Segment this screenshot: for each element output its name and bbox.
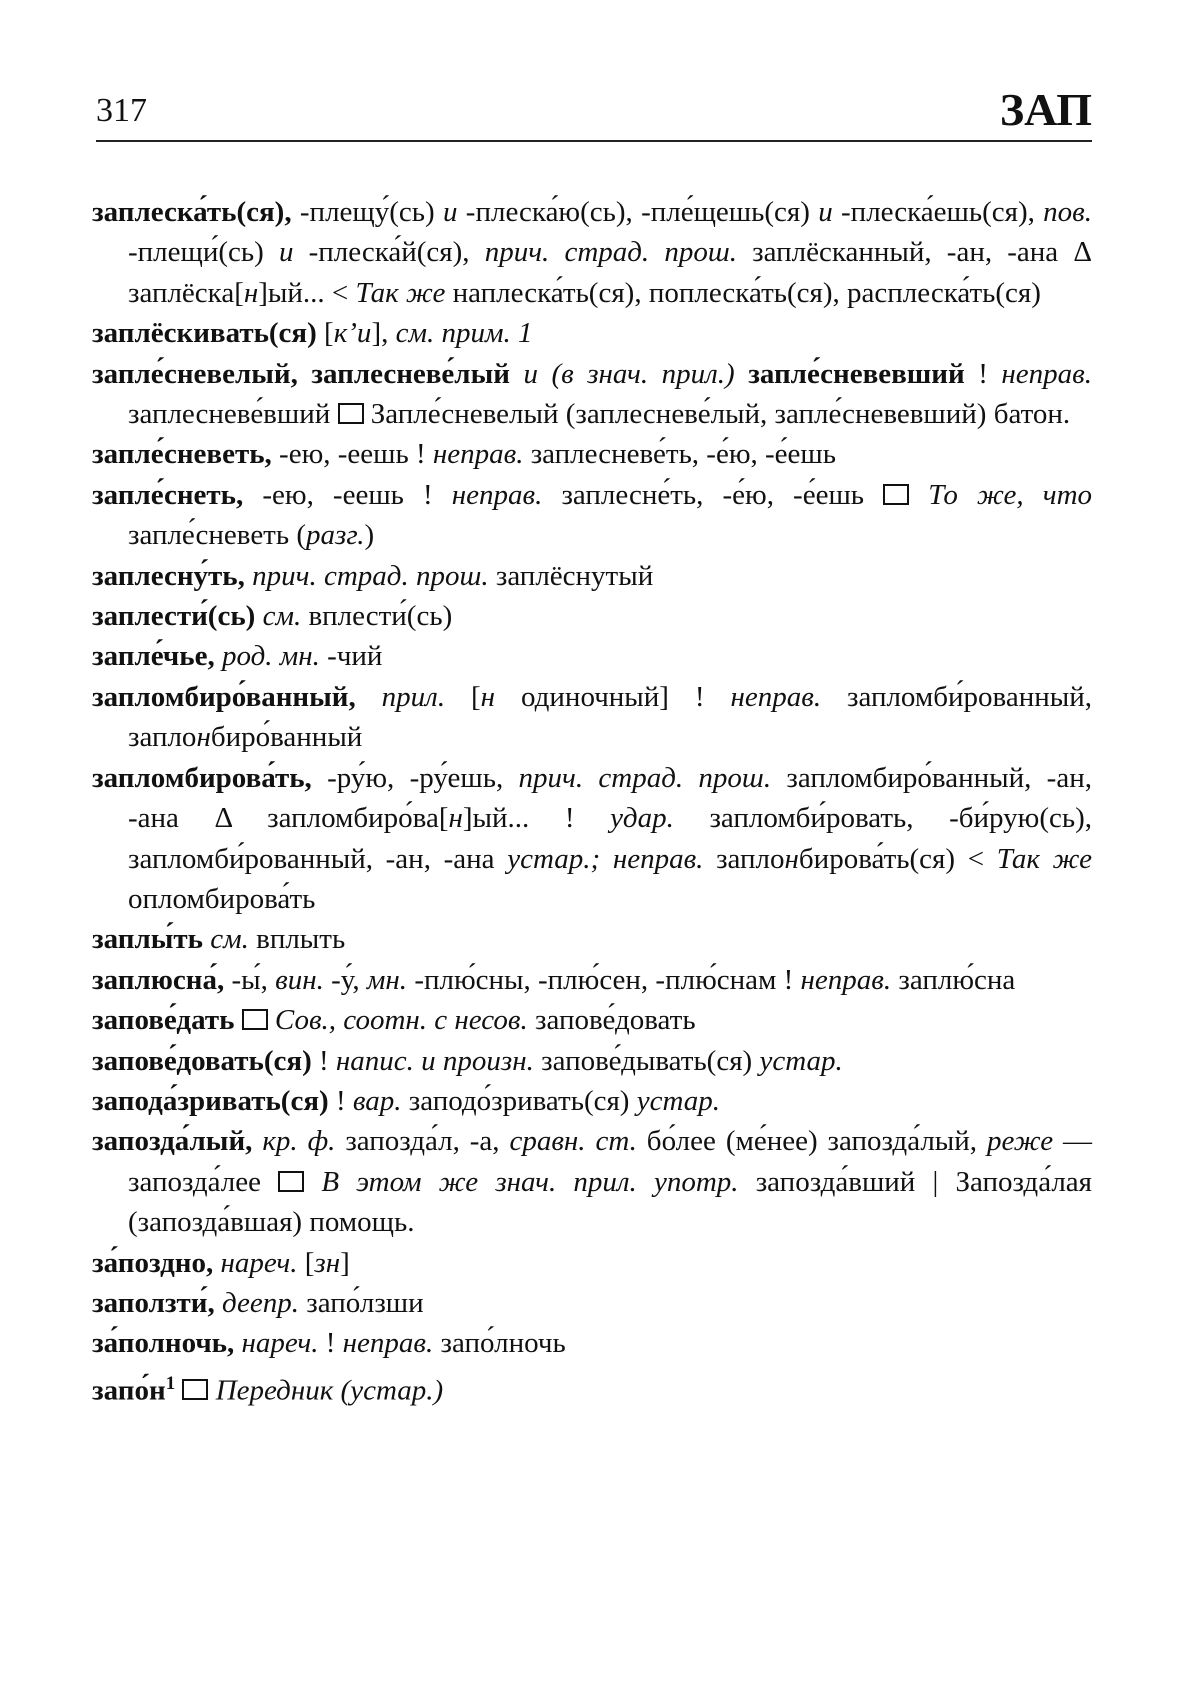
grammar-label: неправ.	[432, 438, 524, 471]
grammar-label: и	[818, 196, 833, 228]
entry-text: -плеска́ешь(ся),	[832, 196, 1044, 228]
headword: за́полночь,	[92, 1327, 235, 1360]
definition-box-icon	[883, 484, 909, 505]
grammar-label: н	[784, 842, 799, 875]
definition-box-icon	[242, 1009, 268, 1030]
grammar-label: устар.	[636, 1084, 721, 1117]
grammar-label: к’и	[333, 317, 372, 350]
entry-text	[175, 1374, 182, 1406]
entry-text: -ею, -еешь !	[271, 438, 433, 471]
entry-text: биро́ванный	[210, 721, 363, 754]
entry-text: -плещу́(сь)	[291, 196, 443, 228]
entry-text: запло	[703, 842, 785, 875]
entry-text	[255, 600, 262, 632]
dictionary-entry	[92, 313, 1092, 353]
grammar-label: устар.	[759, 1044, 843, 1077]
grammar-label: разг.	[306, 519, 365, 552]
entry-text	[213, 1247, 220, 1279]
grammar-label: н	[196, 721, 211, 754]
grammar-label: мн.	[366, 963, 408, 996]
entry-text: заплесневе́ть, -е́ю, -е́ешь	[523, 438, 836, 471]
grammar-label: устар.; неправ.	[507, 842, 704, 875]
entry-text: вплести́(сь)	[301, 600, 453, 633]
entry-text: заплесневе́вший	[128, 398, 338, 431]
headword: заплюсна́,	[92, 963, 225, 996]
definition-box-icon	[182, 1379, 208, 1400]
dictionary-entries	[92, 192, 1092, 1411]
grammar-label: прил.	[381, 680, 446, 713]
entry-text: -у́,	[323, 963, 367, 996]
headword: запле́сневевший	[748, 357, 965, 390]
grammar-label: вин.	[275, 963, 324, 996]
grammar-label: Сов., соотн. с несов.	[274, 1004, 528, 1037]
grammar-label: род. мн.	[221, 640, 320, 673]
grammar-label: кр. ф.	[262, 1125, 336, 1158]
entry-text: запле́сневеть (	[128, 519, 306, 552]
grammar-label: сравн. ст.	[509, 1125, 637, 1158]
grammar-label: прич. страд. прош.	[518, 761, 772, 794]
grammar-label: см.	[262, 600, 302, 633]
dictionary-entry	[92, 434, 1092, 474]
headword: запломбиро́ванный,	[92, 680, 356, 713]
grammar-label: и (в знач. прил.)	[523, 357, 735, 390]
grammar-label: неправ.	[451, 478, 543, 511]
grammar-label: реже	[986, 1125, 1054, 1158]
grammar-label: Так же	[996, 842, 1093, 875]
entry-text	[356, 681, 382, 713]
headword: заплести́(сь)	[92, 600, 256, 633]
entry-text: -ею, -еешь !	[243, 478, 452, 511]
headword: запо́н	[92, 1374, 166, 1407]
headword: запове́дать	[92, 1004, 235, 1037]
entry-text: запозда́вший | Запозда́лая (запозда́вшая) помощь.	[128, 1165, 1092, 1239]
entry-text	[268, 1004, 275, 1036]
entry-text: -плю́сны, -плю́сен, -плю́снам !	[407, 963, 801, 996]
headword: запле́чье,	[92, 640, 215, 673]
definition-box-icon	[338, 403, 364, 424]
definition-box-icon	[278, 1171, 304, 1192]
grammar-label: вар.	[352, 1084, 402, 1117]
dictionary-entry	[92, 758, 1092, 920]
dictionary-entry	[92, 677, 1092, 758]
entry-text: запломби́ровать, -би́рую(сь), запломби́рованный, -ан, -ана	[128, 802, 1092, 875]
headword: заплесну́ть,	[92, 559, 245, 592]
entry-text	[252, 1125, 262, 1157]
dictionary-entry	[92, 354, 1092, 435]
grammar-label: неправ.	[730, 680, 822, 713]
entry-text: запо́лзши	[299, 1286, 424, 1319]
page-number: 317	[96, 92, 147, 129]
entry-text	[510, 358, 524, 390]
headword: запозда́лый,	[92, 1125, 253, 1158]
entry-text: заплёсканный, -ан, -ана Δ заплёска[	[128, 236, 1092, 309]
entry-text	[215, 1287, 222, 1319]
grammar-label: Так же	[355, 276, 446, 309]
entry-text: -ру́ю, -ру́ешь,	[311, 761, 519, 794]
entry-text: запове́довать	[527, 1004, 696, 1037]
entry-text: опломбирова́ть	[128, 882, 316, 915]
entry-text	[304, 1166, 321, 1198]
entry-text: -чий	[319, 640, 383, 673]
entry-text	[234, 1327, 241, 1359]
entry-text	[208, 1374, 215, 1406]
entry-text: запломбиро́ванный, -ан, -ана Δ запломбиро́ва[	[128, 761, 1092, 835]
guide-word: ЗАП	[999, 84, 1092, 135]
entry-text: -плещи́(сь)	[128, 236, 279, 269]
grammar-label: н	[243, 276, 259, 309]
grammar-label: То же, что	[928, 478, 1093, 511]
headword: запле́сневеть,	[92, 438, 272, 471]
grammar-label: неправ.	[1001, 357, 1093, 390]
headword: запове́довать(ся)	[92, 1044, 312, 1077]
entry-text: наплеска́ть(ся), поплеска́ть(ся), расплеска́ть(ся)	[445, 276, 1041, 309]
grammar-label: зн	[314, 1246, 341, 1279]
headword: заплёскивать(ся)	[92, 317, 317, 350]
grammar-label: н	[480, 680, 496, 713]
dictionary-entry	[92, 556, 1092, 596]
grammar-label: нареч.	[220, 1246, 298, 1279]
grammar-label: прич. страд. прош.	[252, 559, 489, 592]
entry-text: заподо́зривать(ся)	[401, 1084, 637, 1117]
headword: запле́сневелый, заплесневе́лый	[92, 357, 510, 390]
entry-text: бирова́ть(ся) <	[798, 842, 997, 875]
grammar-label: В этом же знач. прил. употр.	[321, 1165, 739, 1198]
entry-text: !	[318, 1327, 343, 1360]
grammar-label: пов.	[1043, 196, 1093, 228]
entry-text: [	[316, 317, 334, 350]
entry-text: ]ый... !	[462, 802, 611, 835]
headword: заползти́,	[92, 1286, 215, 1319]
headword: заплы́ть	[92, 923, 203, 956]
dictionary-entry	[92, 1000, 1092, 1040]
homonym-index: 1	[165, 1372, 176, 1394]
dictionary-entry	[92, 1243, 1092, 1283]
dictionary-entry	[92, 596, 1092, 636]
entry-text: заплесне́ть, -е́ю, -е́ешь	[542, 478, 884, 511]
dictionary-entry	[92, 1364, 1092, 1411]
entry-text: Запле́сневелый (заплесневе́лый, запле́сневевший) батон.	[363, 398, 1071, 431]
dictionary-entry	[92, 636, 1092, 676]
grammar-label: напис. и произн.	[335, 1044, 534, 1077]
dictionary-entry	[92, 1121, 1092, 1242]
headword: запломбирова́ть,	[92, 761, 312, 794]
grammar-label: деепр.	[221, 1286, 300, 1319]
grammar-label: удар.	[610, 802, 674, 835]
headword: запле́снеть,	[92, 478, 244, 511]
dictionary-entry	[92, 919, 1092, 959]
entry-text: бо́лее (ме́нее) запозда́лый,	[636, 1125, 987, 1158]
entry-text	[215, 640, 222, 672]
entry-text: одиночный] !	[495, 680, 731, 713]
dictionary-entry	[92, 1283, 1092, 1323]
entry-text: -плеска́й(ся),	[293, 236, 485, 269]
headword: заплеска́ть(ся),	[92, 196, 292, 228]
entry-text: — запозда́лее	[128, 1125, 1093, 1198]
grammar-label: неправ.	[342, 1327, 434, 1360]
grammar-label: прич. страд. прош.	[484, 236, 737, 269]
entry-text	[234, 1004, 241, 1036]
grammar-label: см. прим. 1	[395, 317, 533, 350]
entry-text: ]	[340, 1246, 350, 1279]
entry-text: ]ый... <	[258, 276, 356, 309]
dictionary-entry	[92, 1041, 1092, 1081]
entry-text: вплыть	[248, 923, 346, 956]
dictionary-entry	[92, 1323, 1092, 1363]
entry-text: запо́лночь	[433, 1327, 566, 1360]
headword: за́поздно,	[92, 1246, 214, 1279]
dictionary-entry	[92, 192, 1092, 313]
headword: запода́зривать(ся)	[92, 1084, 329, 1117]
entry-text: заплёснутый	[488, 559, 654, 592]
grammar-label: н	[448, 802, 463, 835]
entry-text: запове́дывать(ся)	[533, 1044, 760, 1077]
entry-text	[909, 479, 928, 511]
grammar-label: Передник (устар.)	[215, 1374, 444, 1407]
entry-text: [	[445, 680, 481, 713]
dictionary-entry	[92, 960, 1092, 1000]
entry-text	[735, 358, 749, 390]
grammar-label: и	[442, 196, 458, 228]
grammar-label: и	[278, 236, 294, 269]
entry-text: !	[311, 1044, 336, 1077]
running-header	[96, 78, 1092, 142]
entry-text: )	[364, 519, 375, 552]
entry-text: запозда́л, -а,	[335, 1125, 510, 1158]
entry-text: запломби́рованный, запло	[128, 680, 1092, 754]
entry-text: !	[328, 1084, 353, 1117]
entry-text: !	[964, 357, 1002, 390]
grammar-label: неправ.	[800, 963, 892, 996]
dictionary-entry	[92, 1081, 1092, 1121]
grammar-label: нареч.	[241, 1327, 319, 1360]
entry-text: -ы́,	[224, 963, 276, 996]
dictionary-entry	[92, 475, 1092, 556]
grammar-label: см.	[210, 923, 249, 956]
entry-text: ],	[371, 317, 396, 350]
entry-text: заплю́сна	[891, 963, 1016, 996]
entry-text: -плеска́ю(сь), -пле́щешь(ся)	[457, 196, 819, 228]
entry-text: [	[297, 1246, 315, 1279]
